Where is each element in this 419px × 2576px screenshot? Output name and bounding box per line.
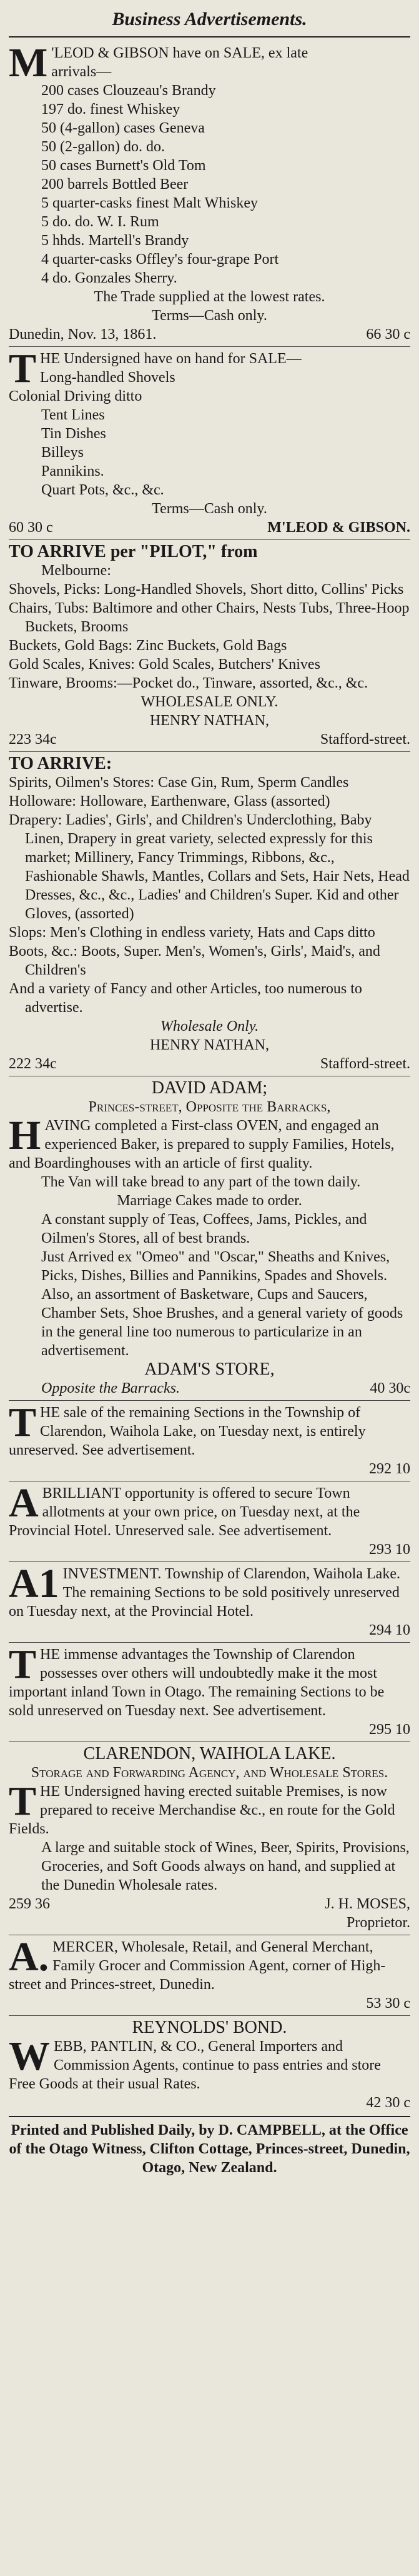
advert-line: HE Undersigned have on hand for SALE— bbox=[40, 351, 302, 367]
advert-line: Terms—Cash only. bbox=[152, 501, 267, 517]
advert-line: Tent Lines bbox=[41, 407, 105, 423]
advert-item: Slops: Men's Clothing in endless variety, Hats and Caps ditto bbox=[9, 925, 375, 941]
drop-cap: M bbox=[9, 40, 48, 86]
advert-david-adam bbox=[9, 1079, 410, 1398]
advert-mercer bbox=[9, 1934, 410, 2013]
advert-line: Wholesale Only. bbox=[160, 1018, 259, 1035]
advert-code: 40 30c bbox=[370, 1380, 410, 1396]
advert-signature: M'LEOD & GIBSON. bbox=[267, 519, 410, 536]
advert-item: Spirits, Oilmen's Stores: Case Gin, Rum, Sperm Candles bbox=[9, 774, 349, 791]
divider bbox=[9, 346, 410, 347]
advert-paragraph: INVESTMENT. Township of Clarendon, Waihola Lake. The remaining Sections to be sold positively unreserved on Tuesday next, at the Provincial Hotel. bbox=[9, 1566, 400, 1620]
advert-a1-investment bbox=[9, 1561, 410, 1640]
advert-line: 5 hhds. Martell's Brandy bbox=[41, 233, 189, 249]
advert-line: 50 cases Burnett's Old Tom bbox=[41, 158, 206, 174]
advert-item: Boots, &c.: Boots, Super. Men's, Women's, Girls', Maid's, and Children's bbox=[9, 943, 380, 978]
advert-paragraph: EBB, PANTLIN, & CO., General Importers and Commission Agents, continue to pass entries and store Free Goods at their usual Rates. bbox=[9, 2038, 381, 2092]
advert-line: 197 do. finest Whiskey bbox=[41, 101, 180, 118]
drop-cap: A1 bbox=[9, 1561, 59, 1606]
advert-line: Tin Dishes bbox=[41, 426, 106, 442]
advert-line: 4 do. Gonzales Sherry. bbox=[41, 270, 177, 286]
advert-line: Colonial Driving ditto bbox=[9, 388, 142, 404]
drop-cap: A. bbox=[9, 1934, 49, 1980]
imprint-footer bbox=[9, 2121, 410, 2177]
advert-line: 5 do. do. W. I. Rum bbox=[41, 214, 159, 230]
advert-item: Tinware, Brooms:—Pocket do., Tinware, assorted, &c., &c. bbox=[9, 675, 368, 691]
advert-line: Quart Pots, &c., &c. bbox=[41, 482, 164, 498]
advert-line: arrivals— bbox=[51, 64, 112, 80]
advert-clarendon-waihola bbox=[9, 1745, 410, 1932]
advert-paragraph: A constant supply of Teas, Coffees, Jams, Pickles, and Oilmen's Stores, all of best brands. bbox=[41, 1211, 367, 1246]
advert-paragraph: A large and suitable stock of Wines, Beer, Spirits, Provisions, Groceries, and Soft Goods always on hand, and supplied at the Dunedin Wholesale rates. bbox=[41, 1840, 410, 1893]
advert-code: 222 34c bbox=[9, 1056, 57, 1072]
advert-line: 'LEOD & GIBSON have on SALE, ex late bbox=[51, 45, 308, 61]
divider bbox=[9, 2116, 410, 2117]
advert-paragraph: HE Undersigned having erected suitable Premises, is now prepared to receive Merchandise &c., en route for the Gold Fields. bbox=[9, 1783, 395, 1837]
advert-heading: TO ARRIVE per "PILOT," from bbox=[9, 542, 258, 561]
divider bbox=[9, 36, 410, 38]
drop-cap: T bbox=[9, 1778, 37, 1824]
advert-item: And a variety of Fancy and other Articles, too numerous to advertise. bbox=[9, 981, 362, 1016]
advert-item: Gold Scales, Knives: Gold Scales, Butchers' Knives bbox=[9, 656, 320, 673]
advert-paragraph: AVING completed a First-class OVEN, and engaged an experienced Baker, is prepared to supply Families, Hotels, and Boardinghouses with an article of first quality. bbox=[9, 1118, 395, 1171]
advert-paragraph: HE sale of the remaining Sections in the Township of Clarendon, Waihola Lake, on Tuesday next, is entirely unreserved. See advertisement. bbox=[9, 1405, 366, 1458]
advert-line: Terms—Cash only. bbox=[152, 308, 267, 324]
advert-line: Opposite the Barracks. bbox=[41, 1380, 180, 1396]
advert-code: 223 34c bbox=[9, 731, 57, 748]
advert-reynolds-bond bbox=[9, 2018, 410, 2112]
advert-heading: TO ARRIVE: bbox=[9, 754, 112, 773]
advert-street: Stafford-street. bbox=[320, 1056, 410, 1072]
advert-name: DAVID ADAM; bbox=[151, 1078, 268, 1098]
place-date: Dunedin, Nov. 13, 1861. bbox=[9, 326, 157, 343]
advert-line: The Trade supplied at the lowest rates. bbox=[94, 289, 325, 305]
advert-item: Holloware: Holloware, Earthenware, Glass (assorted) bbox=[9, 793, 330, 809]
advert-paragraph: BRILLIANT opportunity is offered to secure Town allotments at your own price, on Tuesday next, at the Provincial Hotel. Unreserved sale. See advertisement. bbox=[9, 1485, 360, 1539]
advert-code: 292 10 bbox=[369, 1461, 410, 1477]
advert-code: 66 30 c bbox=[366, 326, 410, 343]
advert-line: Long-handled Shovels bbox=[40, 369, 175, 386]
advert-line: WHOLESALE ONLY. bbox=[140, 694, 279, 710]
drop-cap: A bbox=[9, 1480, 39, 1526]
advert-heading: Melbourne: bbox=[41, 563, 111, 579]
divider bbox=[9, 1642, 410, 1643]
advert-brilliant-opportunity bbox=[9, 1480, 410, 1559]
advert-address: Princes-street, Opposite the Barracks, bbox=[88, 1099, 331, 1115]
advert-pilot-arrival bbox=[9, 543, 410, 749]
divider bbox=[9, 2015, 410, 2016]
advert-paragraph: HE immense advantages the Township of Clarendon possesses over others will undoubtedly make it the most important inland Town in Otago. The remaining Sections to be sold unreserved on Tuesday next. See advertisement. bbox=[9, 1646, 385, 1719]
advert-line: Pannikins. bbox=[41, 463, 104, 479]
advert-line: 200 cases Clouzeau's Brandy bbox=[41, 83, 216, 99]
advert-code: 294 10 bbox=[369, 1622, 410, 1638]
advert-role: Proprietor. bbox=[347, 1915, 410, 1931]
drop-cap: T bbox=[9, 346, 37, 391]
advert-name: HENRY NATHAN, bbox=[149, 713, 270, 729]
advert-item: Chairs, Tubs: Baltimore and other Chairs, Nests Tubs, Three-Hoop Buckets, Brooms bbox=[9, 600, 410, 635]
drop-cap: T bbox=[9, 1400, 37, 1445]
advert-undersigned-sale bbox=[9, 346, 410, 537]
drop-cap: H bbox=[9, 1113, 41, 1158]
page-title: Business Advertisements. bbox=[112, 9, 307, 29]
advert-paragraph: Also, an assortment of Basketware, Cups and Saucers, Chamber Sets, Shoe Brushes, and a general variety of goods in the general line too numerous to particularize in an advertisement. bbox=[41, 1286, 403, 1359]
advert-sale-sections bbox=[9, 1400, 410, 1478]
advert-item: Drapery: Ladies', Girls', and Children's Underclothing, Baby Linen, Drapery in great variety, selected expressly for this market; Millinery, Fancy Trimmings, Ribbons, &c., Fashionable Shawls, Mantles, Collars and Sets, Hair Nets, Head Dresses, &c., &c., Ladies' and Children's Super. Kid and other Gloves, (assorted) bbox=[9, 812, 410, 922]
advert-paragraph: Just Arrived ex "Omeo" and "Oscar," Sheaths and Knives, Picks, Dishes, Billies and Pannikins, Spades and Shovels. bbox=[41, 1249, 390, 1284]
divider bbox=[9, 1400, 410, 1401]
advert-name: J. H. MOSES, bbox=[325, 1896, 410, 1912]
drop-cap: T bbox=[9, 1641, 37, 1687]
advert-code: 293 10 bbox=[369, 1541, 410, 1558]
advert-immense-advantages bbox=[9, 1641, 410, 1739]
advert-mcleod-gibson bbox=[9, 40, 410, 344]
advert-title: REYNOLDS' BOND. bbox=[132, 2018, 287, 2037]
advert-paragraph: Marriage Cakes made to order. bbox=[117, 1193, 302, 1209]
divider bbox=[9, 751, 410, 752]
divider bbox=[9, 539, 410, 540]
advert-title: CLARENDON, WAIHOLA LAKE. bbox=[83, 1744, 336, 1763]
advert-code: 42 30 c bbox=[366, 2095, 410, 2111]
advert-line: Billeys bbox=[41, 444, 84, 461]
advert-street: Stafford-street. bbox=[320, 731, 410, 748]
advert-item: Shovels, Picks: Long-Handled Shovels, Short ditto, Collins' Picks bbox=[9, 581, 404, 598]
drop-cap: W bbox=[9, 2033, 50, 2079]
advert-store-name: ADAM'S STORE, bbox=[144, 1360, 275, 1379]
imprint-text: Printed and Published Daily, by D. CAMPBELL, at the Office of the Otago Witness, Clifton Cottage, Princes-street, Dunedin, Otago, New Zealand. bbox=[9, 2122, 410, 2176]
advert-name: HENRY NATHAN, bbox=[149, 1037, 270, 1053]
advert-subtitle: Storage and Forwarding Agency, and Wholesale Stores. bbox=[31, 1765, 388, 1781]
advert-paragraph: MERCER, Wholesale, Retail, and General Merchant, Family Grocer and Commission Agent, corner of High-street and Princes-street, Dunedin. bbox=[9, 1939, 386, 1993]
advert-code: 259 36 bbox=[9, 1896, 50, 1912]
divider bbox=[9, 1561, 410, 1562]
advert-line: 4 quarter-casks Offley's four-grape Port bbox=[41, 251, 279, 268]
advert-code: 53 30 c bbox=[366, 1995, 410, 2012]
advert-item: Buckets, Gold Bags: Zinc Buckets, Gold Bags bbox=[9, 638, 287, 654]
advert-code: 295 10 bbox=[369, 1722, 410, 1738]
advert-line: 50 (2-gallon) do. do. bbox=[41, 139, 165, 155]
advert-line: 200 barrels Bottled Beer bbox=[41, 176, 189, 193]
advert-code: 60 30 c bbox=[9, 519, 53, 536]
advert-paragraph: The Van will take bread to any part of the town daily. bbox=[41, 1174, 361, 1190]
advert-to-arrive bbox=[9, 754, 410, 1073]
advert-line: 50 (4-gallon) cases Geneva bbox=[41, 120, 205, 136]
advert-line: 5 quarter-casks finest Malt Whiskey bbox=[41, 195, 258, 211]
